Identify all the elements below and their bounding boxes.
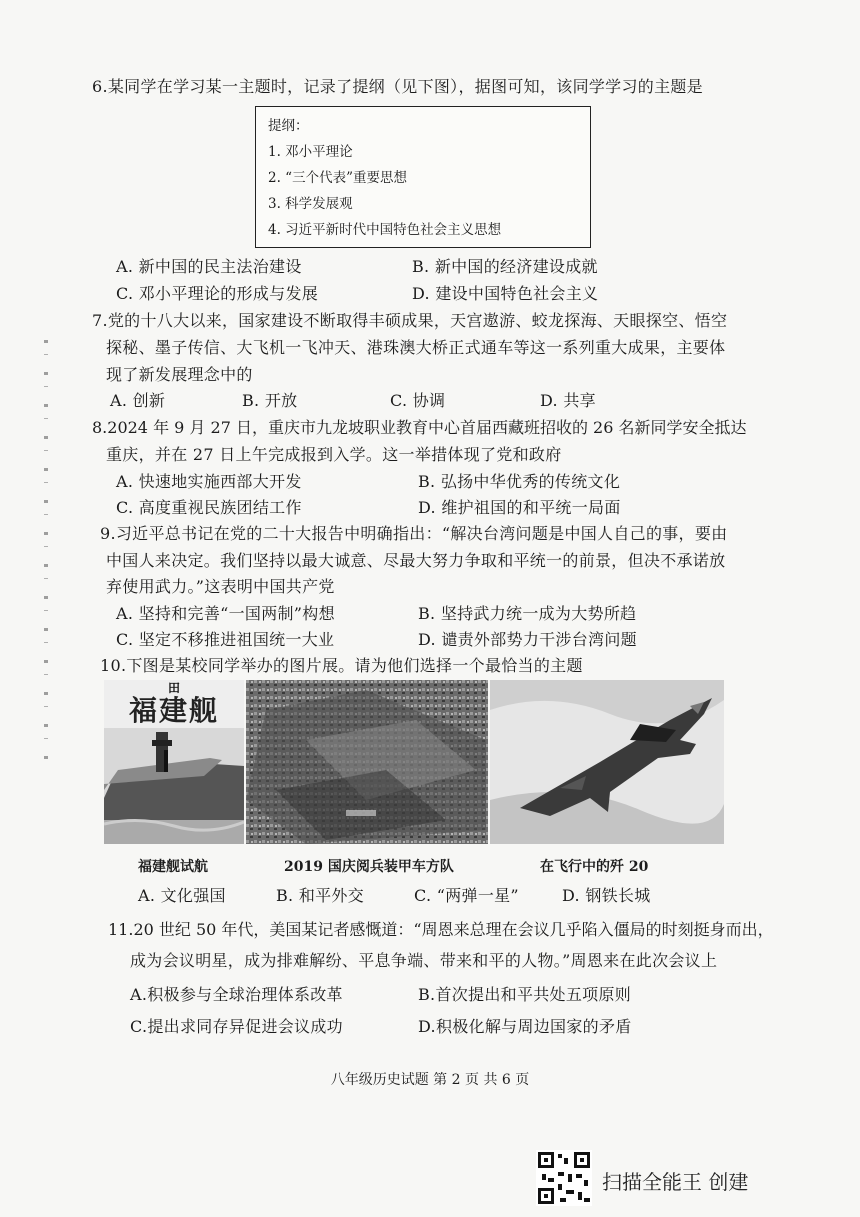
j20-fighter-photo	[490, 680, 724, 844]
q10-option-c[interactable]: C. “两弹一星”	[414, 886, 519, 905]
q6-option-c[interactable]: C. 邓小平理论的形成与发展	[116, 284, 319, 303]
q9-stem-line: 中国人来决定。我们坚持以最大诚意、尽最大努力争取和平统一的前景，但决不承诺放	[106, 551, 726, 570]
q10-option-b[interactable]: B. 和平外交	[276, 886, 365, 905]
q9-stem-line: 9.习近平总书记在党的二十大报告中明确指出：“解决台湾问题是中国人自己的事，要由	[100, 524, 728, 543]
outline-item: 3. 科学发展观	[268, 196, 353, 212]
q8-option-a[interactable]: A. 快速地实施西部大开发	[116, 472, 302, 491]
photo-caption-parade: 2019 国庆阅兵装甲车方队	[284, 859, 454, 875]
q7-option-d[interactable]: D. 共享	[540, 391, 596, 410]
q7-option-a[interactable]: A. 创新	[110, 391, 166, 410]
parade-armored-vehicles-photo	[246, 680, 488, 844]
photo-caption-carrier: 福建舰试航	[138, 859, 208, 875]
q9-stem-line: 弃使用武力。”这表明中国共产党	[106, 577, 335, 596]
photo1-ship-name: 福建舰	[128, 694, 220, 727]
q8-option-b[interactable]: B. 弘扬中华优秀的传统文化	[418, 472, 621, 491]
q6-stem: 6.某同学在学习某一主题时，记录了提纲（见下图），据图可知，该同学学习的主题是	[92, 77, 703, 96]
scan-margin-mark	[44, 340, 48, 770]
fujian-carrier-photo	[104, 680, 244, 844]
outline-item: 1. 邓小平理论	[268, 144, 353, 160]
q11-stem-line: 11.20 世纪 50 年代，美国某记者感慨道：“周恩来总理在会议几乎陷入僵局的时刻挺身而出，	[108, 920, 774, 939]
q11-option-b[interactable]: B.首次提出和平共处五项原则	[418, 985, 632, 1004]
q10-option-a[interactable]: A. 文化强国	[138, 886, 226, 905]
q6-option-a[interactable]: A. 新中国的民主法治建设	[116, 257, 302, 276]
outline-box	[255, 106, 591, 248]
q7-stem-line: 7.党的十八大以来，国家建设不断取得丰硕成果，天宫遨游、蛟龙探海、天眼探空、悟空	[92, 311, 728, 330]
outline-item: 2. “三个代表”重要思想	[268, 170, 407, 186]
page-footer: 八年级历史试题 第 2 页 共 6 页	[330, 1072, 530, 1088]
qr-code-icon	[536, 1150, 592, 1206]
q8-stem-line: 8.2024 年 9 月 27 日，重庆市九龙坡职业教育中心首届西藏班招收的 26 名新同学安全抵达	[92, 418, 747, 437]
q6-option-b[interactable]: B. 新中国的经济建设成就	[412, 257, 598, 276]
scanner-watermark	[536, 1150, 776, 1206]
q8-option-d[interactable]: D. 维护祖国的和平统一局面	[418, 498, 621, 517]
q7-stem-line: 探秘、墨子传信、大飞机一飞冲天、港珠澳大桥正式通车等这一系列重大成果，主要体	[106, 338, 726, 357]
q10-stem: 10.下图是某校同学举办的图片展。请为他们选择一个最恰当的主题	[100, 656, 583, 675]
q11-stem-line: 成为会议明星，成为排难解纷、平息争端、带来和平的人物。”周恩来在此次会议上	[130, 951, 718, 970]
outline-title: 提纲：	[268, 118, 309, 134]
q11-option-a[interactable]: A.积极参与全球治理体系改革	[130, 985, 343, 1004]
scanner-brand-text: 扫描全能王 创建	[602, 1170, 749, 1194]
photo1-header-glyph: 田	[167, 681, 181, 695]
photo-caption-j20: 在飞行中的歼 20	[540, 859, 649, 875]
q7-stem-line: 现了新发展理念中的	[106, 365, 253, 384]
outline-item: 4. 习近平新时代中国特色社会主义思想	[268, 222, 502, 238]
q8-stem-line: 重庆，并在 27 日上午完成报到入学。这一举措体现了党和政府	[106, 445, 562, 464]
q7-option-c[interactable]: C. 协调	[390, 391, 446, 410]
q7-option-b[interactable]: B. 开放	[242, 391, 298, 410]
q11-option-c[interactable]: C.提出求同存异促进会议成功	[130, 1017, 343, 1036]
q9-option-d[interactable]: D. 谴责外部势力干涉台湾问题	[418, 630, 637, 649]
q9-option-c[interactable]: C. 坚定不移推进祖国统一大业	[116, 630, 335, 649]
q11-option-d[interactable]: D.积极化解与周边国家的矛盾	[418, 1017, 632, 1036]
q9-option-b[interactable]: B. 坚持武力统一成为大势所趋	[418, 604, 637, 623]
q9-option-a[interactable]: A. 坚持和完善“一国两制”构想	[116, 604, 335, 623]
q6-option-d[interactable]: D. 建设中国特色社会主义	[412, 284, 599, 303]
q10-option-d[interactable]: D. 钢铁长城	[562, 886, 651, 905]
q8-option-c[interactable]: C. 高度重视民族团结工作	[116, 498, 302, 517]
